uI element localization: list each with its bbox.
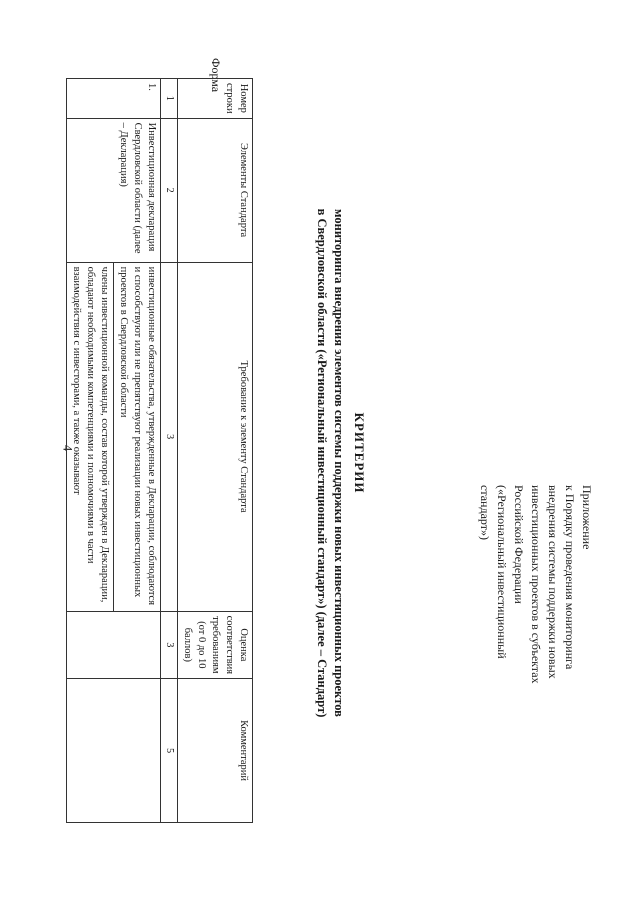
appendix-line: Российской Федерации — [512, 484, 526, 604]
subtitle-line-1: мониторинга внедрения элементов системы поддержки новых инвестиционных проектов — [332, 208, 346, 717]
appendix-block — [476, 484, 595, 684]
appendix-line: инвестиционных проектов в субъектах — [529, 484, 543, 684]
table-header-row — [178, 78, 253, 822]
table-row — [67, 78, 161, 822]
column-number-row — [161, 78, 178, 822]
appendix-line: («Региональный инвестиционный — [495, 484, 509, 659]
column-number: 3 — [161, 262, 178, 611]
appendix-line: внедрения системы поддержки новых — [546, 484, 560, 679]
header-requirement: Требование к элементу Стандарта — [178, 262, 253, 611]
row-score — [67, 611, 161, 679]
criteria-table — [66, 78, 253, 823]
form-label: Форма — [209, 57, 223, 92]
document-subtitle — [313, 138, 347, 788]
document-sheet — [15, 18, 625, 888]
row-comment — [67, 678, 161, 822]
subtitle-line-2: в Свердловской области («Региональный инвестиционный стандарт») (далее – Стандарт) — [315, 208, 329, 717]
column-number: 2 — [161, 118, 178, 262]
header-comment: Комментарий — [178, 678, 253, 822]
column-number: 1 — [161, 78, 178, 118]
appendix-line: к Порядку проведения мониторинга — [563, 484, 577, 669]
column-number: 5 — [161, 678, 178, 822]
row-number: 1. — [67, 78, 161, 118]
page-number: 4 — [60, 444, 76, 452]
header-score: Оценка соответствия требованиям (от 0 до 10 баллов) — [178, 611, 253, 679]
column-number: 3 — [161, 611, 178, 679]
document-title: КРИТЕРИИ — [352, 412, 367, 493]
header-row-number: Номер строки — [178, 78, 253, 118]
row-requirements — [67, 262, 161, 611]
requirement-item: члены инвестиционной команды, состав которой утвержден в Декларации, обладают необходимыми компетенциями и полномочиями в части взаимодействия с инвесторами, а также оказывают — [71, 266, 110, 602]
requirement-item: инвестиционные обязательства, утвержденные в Декларации, соблюдаются и способствуют или не препятствуют реализации новых инвестиционных проектов в Свердловской области — [113, 262, 160, 610]
header-elements: Элементы Стандарта — [178, 118, 253, 262]
appendix-line: стандарт») — [478, 484, 492, 540]
appendix-line: Приложение — [580, 484, 594, 549]
row-element: Инвестиционная декларация Свердловской области (далее – Декларация) — [67, 118, 161, 262]
